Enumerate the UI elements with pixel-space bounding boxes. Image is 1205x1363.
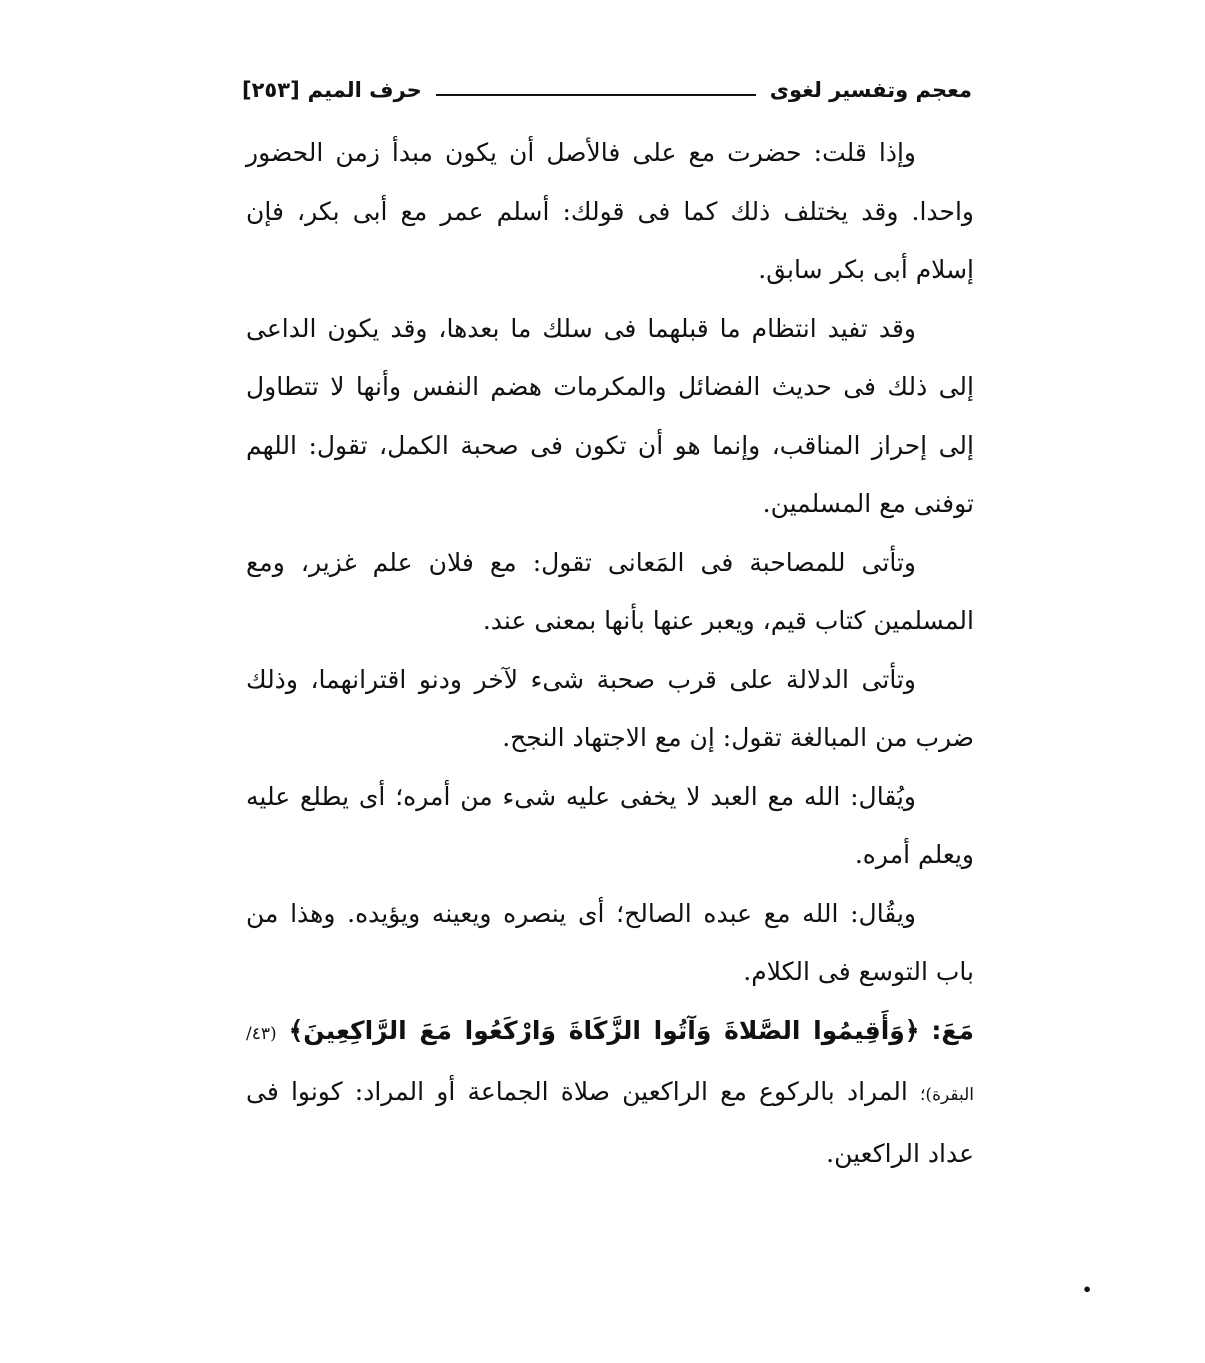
entry-explanation: المراد بالركوع مع الراكعين صلاة الجماعة أو المراد: كونوا فى عداد الراكعين. xyxy=(246,1077,974,1168)
book-title: معجم وتفسير لغوى xyxy=(769,78,972,102)
paragraph: وإذا قلت: حضرت مع على فالأصل أن يكون مبدأ زمن الحضور واحدا. وقد يختلف ذلك كما فى قولك: أسلم عمر مع أبى بكر، فإن إسلام أبى بكر سابق. xyxy=(246,138,974,284)
chapter-title: حرف الميم xyxy=(307,78,422,102)
paragraph: وقد تفيد انتظام ما قبلهما فى سلك ما بعدها، وقد يكون الداعى إلى ذلك فى حديث الفضائل والمكرمات هضم النفس وأنها لا تتطاول إلى إحراز المناقب، وإنما هو أن تكون فى صحبة الكمل، تقول: اللهم توفنى مع المسلمين. xyxy=(246,313,974,518)
running-header xyxy=(242,70,972,110)
page-mark: • xyxy=(1082,1280,1093,1299)
header-rule xyxy=(436,94,756,96)
verse-reference: (٤٣/ البقرة)؛ xyxy=(246,1023,974,1105)
paragraph: ويُقال: الله مع العبد لا يخفى عليه شىء من أمره؛ أى يطلع عليه ويعلم أمره. xyxy=(246,781,974,869)
quran-verse: ﴿وَأَقِيمُوا الصَّلاةَ وَآتُوا الزَّكَاةَ وَارْكَعُوا مَعَ الرَّاكِعِينَ﴾ xyxy=(288,1015,920,1045)
paragraph: وتأتى للمصاحبة فى المَعانى تقول: مع فلان علم غزير، ومع المسلمين كتاب قيم، ويعبر عنها بأنها بمعنى عند. xyxy=(246,547,974,635)
body-text xyxy=(246,124,974,1183)
paragraph: وتأتى الدلالة على قرب صحبة شىء لآخر ودنو اقترانهما، وذلك ضرب من المبالغة تقول: إن مع الاجتهاد النجح. xyxy=(246,664,974,752)
entry-headword: مَعَ: xyxy=(931,1015,974,1045)
paragraph: ويقُال: الله مع عبده الصالح؛ أى ينصره ويعينه ويؤيده. وهذا من باب التوسع فى الكلام. xyxy=(246,898,974,986)
dictionary-entry xyxy=(246,1002,974,1184)
page-number: [٢٥٣] xyxy=(242,78,300,102)
